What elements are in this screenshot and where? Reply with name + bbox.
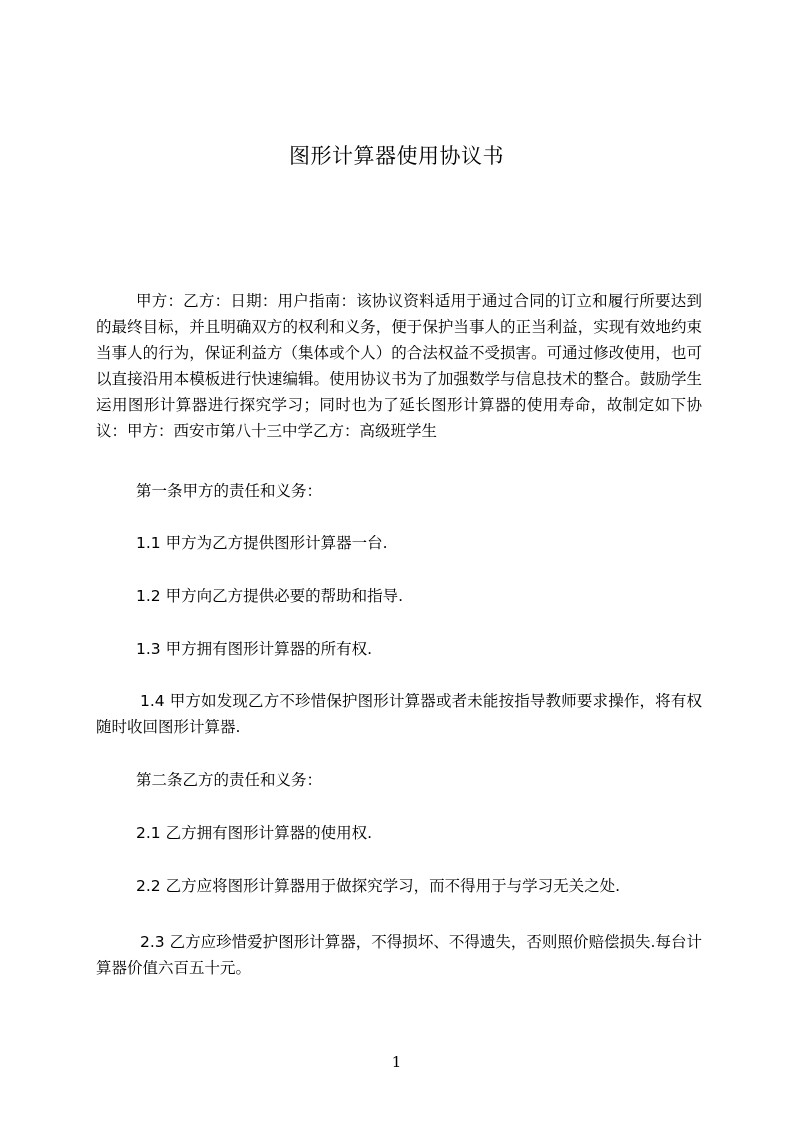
document-title: 图形计算器使用协议书 [289, 144, 504, 168]
section2-heading: 第二条乙方的责任和义务： [136, 771, 323, 789]
intro-paragraph: 甲方：乙方：日期：用户指南：该协议资料适用于通过合同的订立和履行所要达到的最终目标，并且明确双方的权利和义务，便于保护当事人的正当利益，实现有效地约束当事人的行为，保证利益方（集体或个人）的合法权益不受损害。可通过修改使用，也可以直接沿用本模板进行快速编辑。使用协议书为了加强数学与信息技术的整合。鼓励学生运用图形计算器进行探究学习；同时也为了延长图形计算器的使用寿命，故制定如下协议：甲方：西安市第八十三中学乙方：高级班学生 [96, 292, 702, 440]
section2-item-2: 2.2 乙方应将图形计算器用于做探究学习，而不得用于与学习无关之处. [136, 877, 621, 895]
section1-heading: 第一条甲方的责任和义务： [136, 482, 323, 500]
section2-item-1: 2.1 乙方拥有图形计算器的使用权. [136, 824, 373, 842]
page-number: 1 [391, 1053, 402, 1071]
section1-item-3: 1.3 甲方拥有图形计算器的所有权. [136, 640, 373, 658]
section1-item-1: 1.1 甲方为乙方提供图形计算器一台. [136, 534, 388, 552]
section1-item-4: 1.4 甲方如发现乙方不珍惜保护图形计算器或者未能按指导教师要求操作，将有权随时收回图形计算器. [96, 692, 702, 736]
section2-item-3: 2.3 乙方应珍惜爱护图形计算器，不得损坏、不得遗失，否则照价赔偿损失.每台计算器价值六百五十元。 [96, 933, 702, 977]
section1-item-2: 1.2 甲方向乙方提供必要的帮助和指导. [136, 587, 404, 605]
